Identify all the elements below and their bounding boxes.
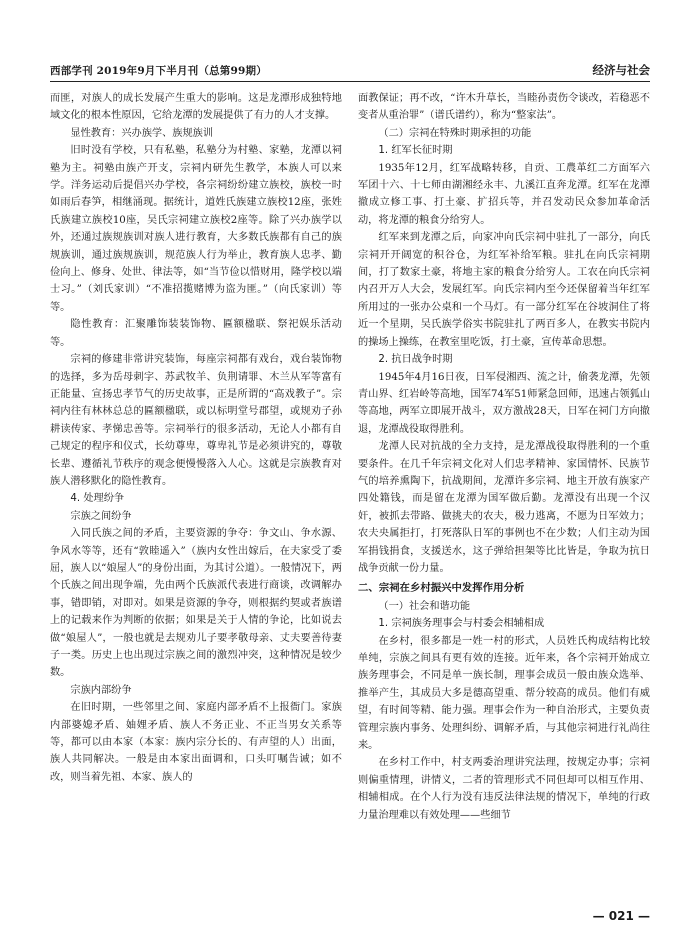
paragraph: 在乡村工作中，村支两委治理讲究法理，按规定办事；宗祠则偏重情理，讲情义，二者的管理形式不同但却可以相互作用、相辅相成。在个人行为没有违反法律法规的情况下，单纯的行政力量治理难以有效处理——些细节 xyxy=(358,757,650,821)
paragraph: 1935年12月，红军战略转移，自贡、工農革红二方面军六军团十六、十七师由湖湘经永丰、九溪江直奔龙潭。红军在龙潭撤成立修工事、打土豪、扩招兵等，并召发动民众参加革命活动，将龙潭的粮食分给穷人。 xyxy=(358,162,650,226)
paragraph: 宗祠的修建非常讲究装饰，每座宗祠都有戏台，戏台装饰物的选择，多为岳母刺字、苏武牧羊、负荆请罪、木兰从军等富有正能量、宣扬忠孝节气的历史故事，正是所谓的“高戏教子”。宗祠内往有林林总总的匾额楹联，或以标明堂号郡望，或规劝子孙耕读传家、孝悌忠善等。宗祠举行的很多活动，无论人小都有自己规定的程序和仪式，长幼尊卑，尊卑礼节是必须讲究的，尊敬长辈、遵循礼节秩序的观念便慢慢落入人心。这就是宗族教育对族人潜移默化的隐性教育。 xyxy=(50,354,342,487)
article-body xyxy=(50,90,650,897)
subheading: 显性教育：兴办族学、族规族训 xyxy=(70,127,214,139)
subheading: 宗族内部纷争 xyxy=(70,684,132,696)
section-heading: 2. 抗日战争时期 xyxy=(378,354,453,366)
left-column xyxy=(50,90,342,897)
paragraph: 面教保证；再不改，“许木升草长，当睦孙责伤令谈改，若稳恶不变者从重治罪”（谱氏谱约），称为“整家法”。 xyxy=(358,93,650,122)
paragraph: 红军来到龙潭之后，向家冲向氏宗祠中驻扎了一部分，向氏宗祠开开阔宽的积谷仓，为红军补给军粮。驻扎在向氏宗祠期间，打了数家土豪，将地主家的粮食分给穷人。工农在向氏宗祠内召开万人大会，发展红军。向氏宗祠内至今还保留着当年红军所用过的一张办公桌和一个马灯。有一部分红军在谷坡洞住了将近一个星期，吴氏族学俗实书院驻扎了两百多人，在教实书院内的操场上操练，在教室里吃饭，打土豪，宣传革命思想。 xyxy=(358,232,650,348)
section-label: 经济与社会 xyxy=(592,63,650,77)
paragraph: 在乡村，很多都是一姓一村的形式，人员姓氏构成结构比较单纯，宗族之间具有更有效的连接。近年来，各个宗祠开始成立族务理事会，不同是单一族长制，理事会成员一般由族众选举、推举产生，其成员大多是德高望重、帮分较高的成员。他们有威望，有时间等精、能力强。理事会作为一种自治形式，主要负责管理宗族内事务、处理纠纷、调解矛盾，与其他宗祠进行礼尚往来。 xyxy=(358,635,650,752)
section-heading: （二）宗祠在特殊时期承担的功能 xyxy=(378,127,532,139)
journal-issue-label: 西部学刊 2019年9月下半月刊（总第99期） xyxy=(50,65,267,77)
section-heading: 二、宗祠在乡村振兴中发挥作用分析 xyxy=(358,582,525,595)
section-heading: （一）社会和谐功能 xyxy=(378,600,471,612)
subheading: 隐性教育：汇聚雕饰装装饰物、匾额楹联、祭祀娱乐活动等。 xyxy=(50,319,342,348)
subheading: 宗族之间纷争 xyxy=(70,510,132,522)
section-heading: 1. 红军长征时期 xyxy=(378,145,453,157)
right-column xyxy=(358,90,650,897)
section-heading: 4. 处理纷争 xyxy=(70,493,125,505)
paragraph: 1945年4月16日夜，日军侵湘西、流之计，偷袭龙潭，先领青山界、红岩岭等高地，国军74军51师紧急回师，迅速占领狐山等高地，两军立即展开战斗，双方激战28天，日军在祠门方向撤退，龙潭战役取得胜利。 xyxy=(358,371,650,435)
page-number: — 021 — xyxy=(592,909,650,923)
paragraph: 而匪，对族人的成长发展产生重大的影响。这是龙潭形成独特地域文化的根本性原因，它给龙潭的发展提供了有力的人才支撑。 xyxy=(50,93,342,122)
paragraph: 在旧时期，一些邻里之间、家庭内部矛盾不上报衙门。家族内部婆媳矛盾、妯娌矛盾、族人不务正业、不正当男女关系等等，都可以由本家（本家：族内宗分长的、有声望的人）出面，族人共同解决。一般是由本家出面调和，口头叮嘱告诫；如不改，则当着先祖、本家、族人的 xyxy=(50,702,342,783)
paragraph: 旧时没有学校，只有私塾，私塾分为村塾、家塾，龙潭以祠塾为主。祠塾由族产开支，宗祠内研先生教学，本族人可以来学。洋务运动后提倡兴办学校，各宗祠纷纷建立族校，族校一时如雨后春笋，相继涌现。据统计，道姓氏族建立族校12座，张姓氏族建立族校10座，吴氏宗祠建立族校2座等。除了兴办族学以外，还通过族规族训对族人进行教育，大多数氏族都有自己的族规族训，通过族规族训，规范族人行为举止，教育族人忠孝、勤俭向上、修身、处世、律法等，如“当节俭以惜财用，隆学校以端士习。”（刘氏家训）“不准招揽赌博为盗为匪。”（向氏家训）等等。 xyxy=(50,145,342,313)
section-heading: 1. 宗祠族务理事会与村委会相辅相成 xyxy=(378,618,545,630)
paragraph: 入同氏族之间的矛盾，主要资源的争夺：争文山、争水源、争风水等等，还有“敦睦遥入”（族内女性出嫁后，在夫家受了委屈，族人以“娘屋人”的身份出面，为其讨公道）。一般情况下，两个氏族之间出现争端，先由两个氏族派代表进行商谈，改调解办事，错即销，对即对。如果是资源的争夺，则根据约契或者族谱上的记载来作为判断的依据；如果是关于人情的争论，比如说去做“娘屋人”，一般也就是去规劝儿子要孝敬母亲、丈夫要善待妻子一类。历史上也出现过宗族之间的激烈冲突，这种情况是较少数。 xyxy=(50,528,342,679)
paragraph: 龙潭人民对抗战的全力支持，是龙潭战役取得胜利的一个重要条件。在几千年宗祠文化对人们忠孝精神、家国情怀、民族节气的培养熏陶下，抗战期间，龙潭许多宗祠、地主开放有族家产四处籍钱，而是留在龙潭为国军做后勤。龙潭没有出现一个汉奸，被抓去带路、做挑夫的农夫，极力逃离，不愿为日军效力；农夫央属拒打，打死落队日军的事例也不在少数；人们主动为国军捐钱捐食，支援送水，这子弹给担架等比比皆是，争取为抗日战争贡献一份力量。 xyxy=(358,441,650,574)
running-header xyxy=(50,58,650,82)
